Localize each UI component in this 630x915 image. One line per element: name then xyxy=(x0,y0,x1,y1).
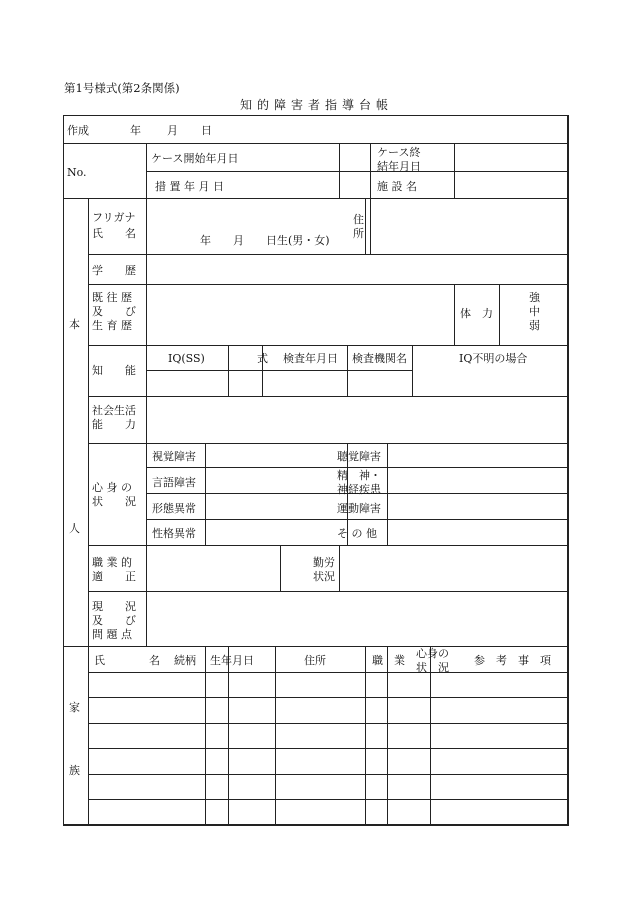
page-title: 知的障害者指導台帳 xyxy=(239,98,393,112)
personality-value xyxy=(206,520,348,546)
labor-value xyxy=(340,546,568,592)
hearing-value xyxy=(388,444,568,468)
family-table-cell xyxy=(366,724,388,749)
motor-value xyxy=(388,494,568,520)
iq-label: IQ(SS) xyxy=(168,352,205,365)
family-table-cell xyxy=(388,775,431,800)
family-table-cell xyxy=(431,698,568,724)
formula-value xyxy=(229,371,263,397)
family-table-cell xyxy=(431,775,568,800)
family-col-relation: 続柄 xyxy=(174,654,196,667)
speech-label: 言語障害 xyxy=(152,476,196,489)
measure-value xyxy=(340,172,371,199)
visual-label: 視覚障害 xyxy=(152,450,196,463)
family-table-cell xyxy=(89,698,206,724)
family-table-cell xyxy=(89,800,206,825)
stamina-label: 体 力 xyxy=(460,307,493,320)
social-label: 社会生活 能 力 xyxy=(92,404,136,431)
formula-label: 式 xyxy=(257,352,268,365)
birth-text: 年 月 日生(男・女) xyxy=(200,234,330,247)
family-table-cell xyxy=(206,749,229,775)
created-month: 月 xyxy=(167,124,178,137)
vocational-label: 職 業 的 適 正 xyxy=(92,556,136,583)
family-table-cell xyxy=(388,673,431,698)
address-value xyxy=(371,199,568,255)
self-label-top: 本 xyxy=(69,318,80,331)
family-table-cell xyxy=(229,800,276,825)
labor-label: 勤労 状況 xyxy=(313,556,335,583)
family-table-cell xyxy=(366,673,388,698)
family-table-cell xyxy=(431,724,568,749)
family-table-cell xyxy=(229,775,276,800)
family-table-cell xyxy=(276,749,366,775)
education-label: 学 歴 xyxy=(92,264,136,277)
case-start-label: ケース開始年月日 xyxy=(151,152,239,165)
family-col-name: 氏 名 xyxy=(94,654,160,667)
created-year: 年 xyxy=(130,124,141,137)
family-table-cell xyxy=(206,724,229,749)
case-start-value xyxy=(340,144,371,172)
family-table-cell xyxy=(229,724,276,749)
education-value xyxy=(147,255,568,285)
current-value xyxy=(147,592,568,647)
family-col-condition: 心身の 状 況 xyxy=(416,647,449,674)
family-col-birth: 生年月日 xyxy=(210,654,254,667)
current-label: 現 況 及 び 問 題 点 xyxy=(92,600,136,641)
family-table-cell xyxy=(366,698,388,724)
name-label: 氏 名 xyxy=(92,227,136,240)
family-table-cell xyxy=(229,673,276,698)
family-table-cell xyxy=(89,775,206,800)
vocational-value xyxy=(147,546,281,592)
mental-label: 精 神・ 神経疾患 xyxy=(337,469,381,496)
family-table-cell xyxy=(431,749,568,775)
self-label-cell xyxy=(63,199,89,647)
family-table-cell xyxy=(89,673,206,698)
family-table-cell xyxy=(366,775,388,800)
family-table-cell xyxy=(276,698,366,724)
form-abnormal-value xyxy=(206,494,348,520)
family-table-cell xyxy=(89,724,206,749)
family-col-occupation: 職 業 xyxy=(372,654,405,667)
case-end-label: ケース終 結年月日 xyxy=(377,146,421,173)
other-value xyxy=(388,520,568,546)
case-end-value xyxy=(455,144,568,172)
other-label: そ の 他 xyxy=(337,527,377,540)
family-table-cell xyxy=(431,800,568,825)
family-table-cell xyxy=(366,749,388,775)
family-table-cell xyxy=(206,673,229,698)
furigana-label: フリガナ xyxy=(92,211,136,224)
address-label: 住 所 xyxy=(353,213,364,240)
created-day: 日 xyxy=(201,124,212,137)
family-table-cell xyxy=(229,698,276,724)
form-abnormal-label: 形態異常 xyxy=(152,502,196,515)
intelligence-label: 知 能 xyxy=(92,364,136,377)
form-number: 第1号様式(第2条関係) xyxy=(64,81,180,95)
family-table-cell xyxy=(431,673,568,698)
created-label: 作成 xyxy=(67,124,89,137)
family-label-cell xyxy=(63,647,89,825)
exam-org-value xyxy=(348,371,413,397)
history-label: 既 往 歴 及 び 生 育 歴 xyxy=(92,291,136,332)
family-label-bottom: 族 xyxy=(69,764,80,777)
history-value xyxy=(147,285,455,346)
hearing-label: 聴覚障害 xyxy=(337,450,381,463)
family-table-cell xyxy=(229,749,276,775)
iq-unknown-label: IQ不明の場合 xyxy=(459,352,528,365)
physical-label: 心 身 の 状 況 xyxy=(92,481,136,508)
exam-date-label: 検査年月日 xyxy=(283,352,338,365)
family-table-cell xyxy=(276,673,366,698)
family-table-cell xyxy=(388,698,431,724)
family-table-cell xyxy=(206,800,229,825)
family-table-cell xyxy=(388,800,431,825)
family-table-cell xyxy=(276,724,366,749)
family-table-cell xyxy=(388,749,431,775)
exam-org-label: 検査機関名 xyxy=(352,352,407,365)
speech-value xyxy=(206,468,348,494)
family-col-notes: 参 考 事 項 xyxy=(474,654,551,667)
family-table-cell xyxy=(89,749,206,775)
facility-value xyxy=(455,172,568,199)
stamina-options: 強 中 弱 xyxy=(529,291,540,332)
no-label: No. xyxy=(67,166,87,179)
family-table-cell xyxy=(206,698,229,724)
family-table-cell xyxy=(366,800,388,825)
mental-value xyxy=(388,468,568,494)
family-table-cell xyxy=(388,724,431,749)
family-col-address: 住所 xyxy=(304,654,326,667)
measure-date-label: 措 置 年 月 日 xyxy=(155,180,224,193)
facility-label: 施 設 名 xyxy=(377,180,417,193)
family-table-cell xyxy=(276,800,366,825)
social-value xyxy=(147,397,568,444)
family-label-top: 家 xyxy=(69,701,80,714)
family-table-cell xyxy=(276,775,366,800)
personality-label: 性格異常 xyxy=(152,527,196,540)
self-label-bottom: 人 xyxy=(69,522,80,535)
iq-value xyxy=(147,371,229,397)
motor-label: 運動障害 xyxy=(337,502,381,515)
exam-date-value xyxy=(263,371,348,397)
family-table-cell xyxy=(206,775,229,800)
visual-value xyxy=(206,444,348,468)
